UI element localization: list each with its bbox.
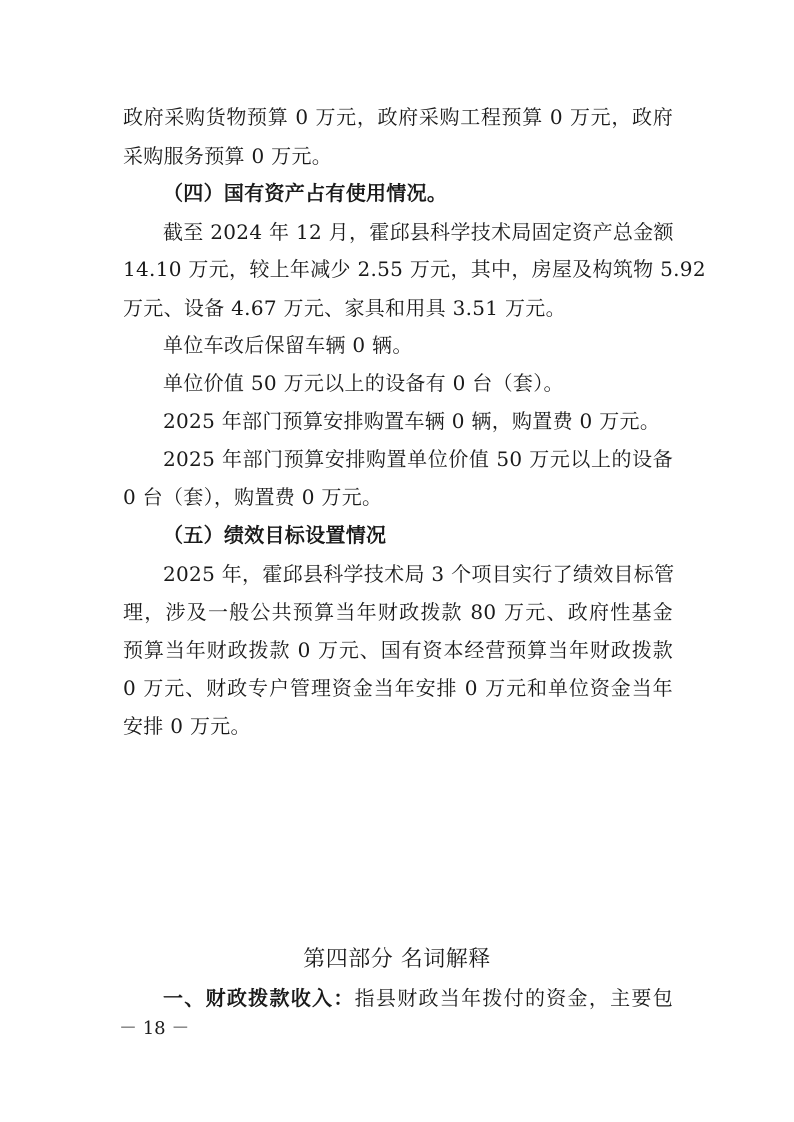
paragraph-line: 预算当年财政拨款 0 万元、国有资本经营预算当年财政拨款 [123, 638, 673, 662]
definition-term: 一、财政拨款收入： [163, 986, 355, 1010]
paragraph-line: 安排 0 万元。 [123, 714, 251, 738]
paragraph-line: 政府采购货物预算 0 万元，政府采购工程预算 0 万元，政府 [123, 105, 673, 129]
paragraph-line: 单位价值 50 万元以上的设备有 0 台（套）。 [163, 371, 564, 395]
subsection-heading: （五）绩效目标设置情况 [163, 523, 387, 547]
page-number: － 18 － [119, 1018, 190, 1039]
paragraph-line: 截至 2024 年 12 月，霍邱县科学技术局固定资产总金额 [163, 220, 674, 244]
paragraph-line: 14.10 万元，较上年减少 2.55 万元，其中，房屋及构筑物 5.92 [123, 257, 706, 281]
paragraph-line: 0 台（套），购置费 0 万元。 [123, 485, 383, 509]
paragraph-line: 单位车改后保留车辆 0 辆。 [163, 333, 413, 357]
section-title: 第四部分 名词解释 [303, 947, 491, 972]
paragraph-line: 2025 年部门预算安排购置单位价值 50 万元以上的设备 [163, 447, 673, 471]
paragraph-line: 2025 年部门预算安排购置车辆 0 辆，购置费 0 万元。 [163, 409, 661, 433]
paragraph-line: 0 万元、财政专户管理资金当年安排 0 万元和单位资金当年 [123, 676, 673, 700]
paragraph-line: 2025 年，霍邱县科学技术局 3 个项目实行了绩效目标管 [163, 562, 675, 586]
definition-text: 指县财政当年拨付的资金，主要包 [354, 986, 674, 1010]
paragraph-line: 采购服务预算 0 万元。 [123, 144, 333, 168]
paragraph-line: 万元、设备 4.67 万元、家具和用具 3.51 万元。 [123, 296, 566, 320]
definition-line [163, 980, 673, 1016]
paragraph-line: 理，涉及一般公共预算当年财政拨款 80 万元、政府性基金 [123, 600, 673, 624]
subsection-heading: （四）国有资产占有使用情况。 [163, 181, 448, 205]
